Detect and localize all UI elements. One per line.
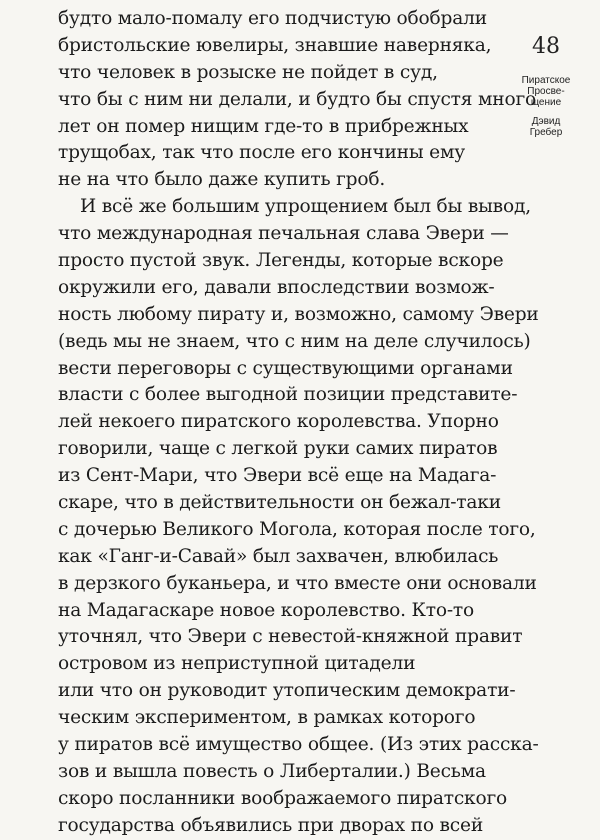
text-line: как «Ганг-и-Савай» был захвачен, влюбилась bbox=[58, 545, 499, 567]
author-line: Гребер bbox=[529, 127, 563, 138]
running-title-line: Просве- bbox=[527, 86, 565, 97]
text-line: скаре, что в действительности он бежал-таки bbox=[58, 492, 501, 514]
text-line: лей некоего пиратского королевства. Упорно bbox=[58, 411, 499, 433]
text-line: вести переговоры с существующими органами bbox=[58, 357, 513, 379]
text-line: или что он руководит утопическим демократи- bbox=[58, 680, 516, 702]
text-line: бристольские ювелиры, знавшие наверняка, bbox=[58, 34, 492, 56]
text-line: трущобах, так что после его кончины ему bbox=[58, 142, 465, 164]
running-title-line: Пиратское bbox=[521, 75, 571, 86]
text-line: что человек в розыске не пойдет в суд, bbox=[58, 61, 438, 83]
text-line: из Сент-Мари, что Эвери всё еще на Мадага- bbox=[58, 465, 497, 487]
author-line: Дэвид bbox=[531, 116, 561, 127]
text-line: что международная печальная слава Эвери — bbox=[58, 223, 509, 245]
text-line: уточнял, что Эвери с невестой-княжной правит bbox=[58, 626, 523, 648]
page-number: 48 bbox=[532, 34, 560, 59]
body-text bbox=[58, 6, 539, 840]
margin-column bbox=[506, 34, 586, 138]
text-line: лет он помер нищим где-то в прибрежных bbox=[58, 115, 469, 137]
text-line: что бы с ним ни делали, и будто бы спустя много bbox=[58, 88, 536, 110]
running-title-line: щение bbox=[530, 97, 562, 108]
text-line: на Мадагаскаре новое королевство. Кто-то bbox=[58, 599, 474, 621]
text-line: просто пустой звук. Легенды, которые вскоре bbox=[58, 250, 504, 272]
text-line: будто мало-помалу его подчистую обобрали bbox=[58, 8, 487, 29]
text-line: у пиратов всё имущество общее. (Из этих расска- bbox=[58, 734, 539, 756]
text-line: с дочерью Великого Могола, которая после того, bbox=[58, 518, 536, 540]
text-line: ческим экспериментом, в рамках которого bbox=[58, 707, 476, 729]
text-line: зов и вышла повесть о Либерталии.) Весьма bbox=[58, 760, 486, 782]
text-line: не на что было даже купить гроб. bbox=[58, 169, 386, 191]
text-line: ность любому пирату и, возможно, самому Эвери bbox=[58, 303, 539, 325]
text-line: островом из неприступной цитадели bbox=[58, 653, 416, 675]
text-line: власти с более выгодной позиции представите- bbox=[58, 384, 518, 406]
text-line: в дерзкого буканьера, и что вместе они основали bbox=[58, 572, 537, 594]
text-line: скоро посланники воображаемого пиратского bbox=[58, 787, 507, 809]
text-line: окружили его, давали впоследствии возмож- bbox=[58, 276, 495, 298]
text-line: государства объявились при дворах по всей bbox=[58, 814, 484, 836]
text-line: говорили, чаще с легкой руки самих пиратов bbox=[58, 438, 498, 460]
text-line: И всё же большим упрощением был бы вывод, bbox=[80, 196, 531, 218]
text-line: (ведь мы не знаем, что с ним на деле случилось) bbox=[58, 330, 531, 352]
